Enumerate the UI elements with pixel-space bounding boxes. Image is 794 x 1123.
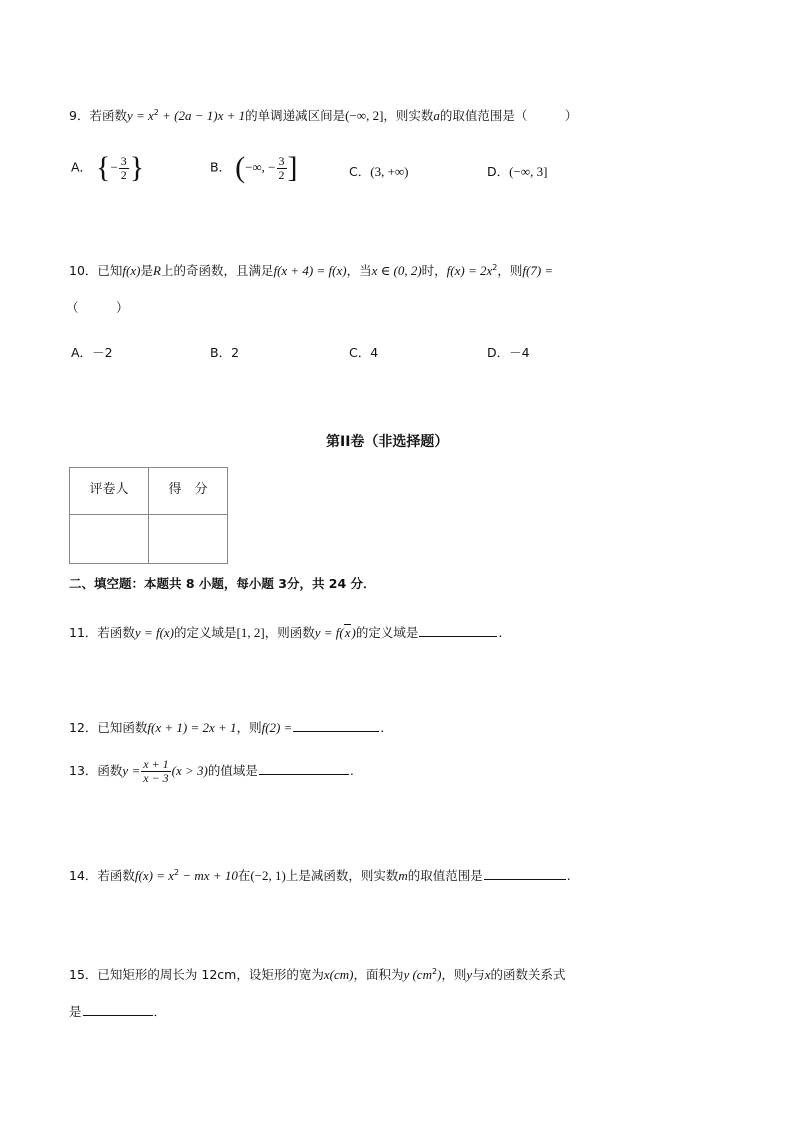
question-number: 10．: [69, 263, 98, 278]
score-cell[interactable]: [149, 515, 228, 564]
part-heading: 二、填空题：本题共 8 小题，每小题 3分，共 24 分．: [69, 576, 376, 591]
answer-blank[interactable]: [419, 624, 497, 637]
score-table-header-score: 得 分: [149, 468, 228, 515]
grader-cell[interactable]: [70, 515, 149, 564]
option-a: A． {− $\frac{3}{2}$ }: [71, 151, 145, 184]
question-9: 9．若函数$y = x^2 + (2a - 1)x + 1$的单调递减区间是(−∞, 2]，则实数a的取值范围是（ ）: [69, 107, 578, 123]
math-interval: (−∞, 2]: [345, 108, 384, 123]
question-10: 10．已知f(x)是R上的奇函数，且满足f(x + 4) = f(x)，当x ∈ (0, 2)时，$f(x) = 2x^2$，则f(7) =: [69, 262, 554, 278]
answer-blank[interactable]: [293, 719, 379, 732]
math-expression: y = x: [126, 108, 154, 123]
question-number: 9．: [69, 108, 90, 123]
fraction: $\frac{x + 1}{x - 3}$: [143, 757, 169, 785]
question-11: 11．若函数y = f(x)的定义域是[1, 2]，则函数y = f(x)的定义域是 .: [69, 625, 503, 640]
answer-blank[interactable]: [83, 1003, 153, 1016]
section-title: 第II卷（非选择题）: [326, 434, 449, 450]
option-a: A．－2: [71, 345, 113, 360]
option-b: B．2: [210, 345, 240, 360]
option-b: B． (−∞, − $\frac{3}{2}$ ]: [210, 151, 298, 184]
answer-blank[interactable]: [259, 762, 349, 775]
option-c: C．(3, +∞): [349, 164, 409, 179]
answer-blank[interactable]: [484, 867, 566, 880]
question-15: 15．已知矩形的周长为 12cm，设矩形的宽为x(cm)，面积为y $(cm^2)$，则y与x的函数关系式: [69, 966, 566, 982]
question-15-line2: 是 ．: [69, 1004, 167, 1019]
question-14: 14．若函数$f(x) = x^2$ − mx + 10在(−2, 1)上是减函数，则实数m的取值范围是 .: [69, 867, 571, 883]
question-10-paren: （ ）: [66, 300, 129, 315]
score-table-header-grader: 评卷人: [70, 468, 149, 515]
option-d: D．(−∞, 3]: [487, 164, 548, 179]
question-13: 13．函数y = $\frac{x + 1}{x - 3}$ (x > 3)的值域是 .: [69, 757, 354, 785]
fraction: $\frac{3}{2}$: [278, 153, 285, 182]
option-c: C．4: [349, 345, 379, 360]
score-table: [69, 467, 228, 564]
sqrt-expression: x: [344, 625, 351, 640]
fraction: $\frac{3}{2}$: [120, 153, 127, 182]
option-d: D．－4: [487, 345, 530, 360]
question-12: 12．已知函数f(x + 1) = 2x + 1，则f(2) = ．: [69, 720, 393, 735]
